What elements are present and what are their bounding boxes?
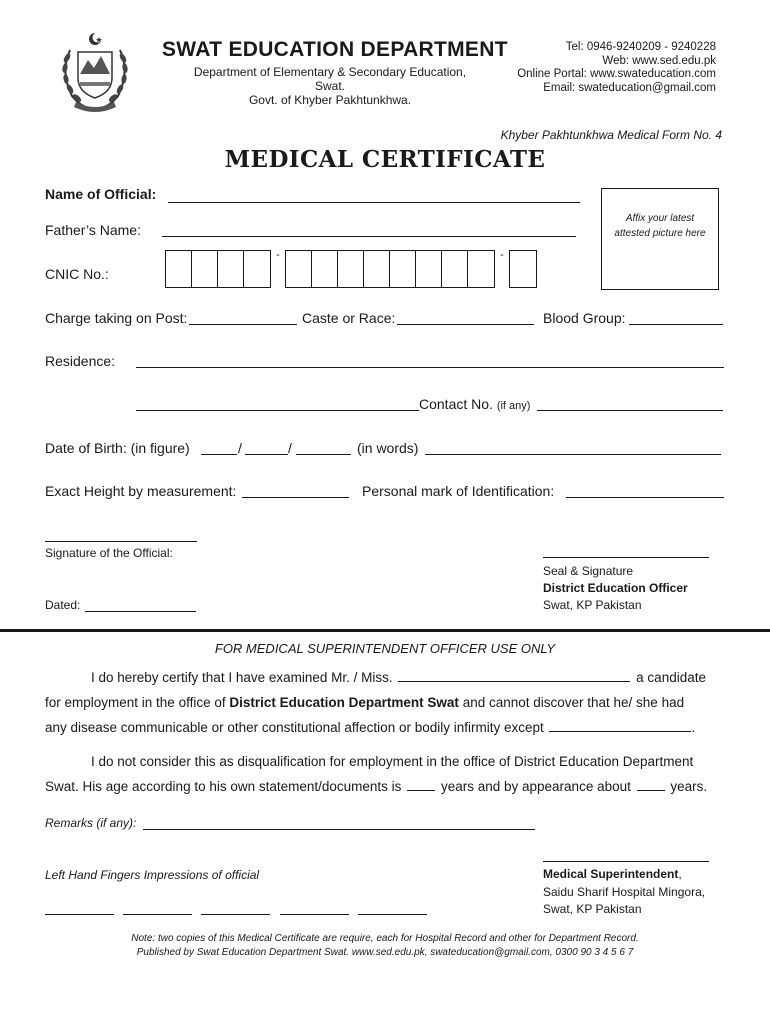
ms-place: Swat, KP Pakistan <box>543 902 642 916</box>
cnic-group-2[interactable] <box>285 250 495 288</box>
ms-paragraph-1 <box>45 665 725 740</box>
certificate-title: MEDICAL CERTIFICATE <box>224 146 546 173</box>
cnic-dash: - <box>500 249 504 261</box>
deo-place: Swat, KP Pakistan <box>543 598 642 612</box>
dob-words-label: (in words) <box>357 440 419 456</box>
footer-note <box>0 932 770 960</box>
remarks-field[interactable] <box>143 829 535 830</box>
footer-line1: Note: two copies of this Medical Certificate are require, each for Hospital Record and other for Department Record. <box>131 933 639 944</box>
fingers-impressions-label: Left Hand Fingers Impressions of official <box>45 868 260 882</box>
cnic-digit-box[interactable] <box>192 251 218 287</box>
residence-field-line2[interactable] <box>136 410 419 411</box>
section-divider <box>0 629 770 632</box>
charge-post-label: Charge taking on Post: <box>45 310 188 326</box>
age-statement-field[interactable] <box>407 777 435 791</box>
ms-p2-text-d: years. <box>670 779 708 794</box>
cnic-group-1[interactable] <box>165 250 271 288</box>
official-signature-label: Signature of the Official: <box>45 546 173 560</box>
identification-mark-label: Personal mark of Identification: <box>362 483 555 499</box>
cnic-digit-box[interactable] <box>286 251 312 287</box>
charge-post-field[interactable] <box>189 324 297 325</box>
ms-title-comma: , <box>678 867 682 881</box>
cnic-digit-box[interactable] <box>416 251 442 287</box>
cnic-digit-box[interactable] <box>312 251 338 287</box>
dated-field[interactable] <box>85 611 196 612</box>
ms-p1-bold: District Education Department Swat <box>229 695 459 710</box>
name-of-official-field[interactable] <box>168 202 580 203</box>
contact-no-field[interactable] <box>537 410 723 411</box>
residence-label: Residence: <box>45 353 116 369</box>
dob-slash: / <box>238 440 242 456</box>
cnic-digit-box[interactable] <box>364 251 390 287</box>
contact-web: Web: www.sed.edu.pk <box>602 54 716 67</box>
ms-p1-text-f: . <box>691 720 696 735</box>
fathers-name-field[interactable] <box>162 236 576 237</box>
dob-month-field[interactable] <box>245 454 288 455</box>
deo-block <box>543 563 688 614</box>
infirmity-exception-field[interactable] <box>549 718 691 732</box>
cnic-digit-box[interactable] <box>218 251 244 287</box>
dob-year-field[interactable] <box>296 454 351 455</box>
cnic-digit-box[interactable] <box>338 251 364 287</box>
department-title: SWAT EDUCATION DEPARTMENT <box>162 38 508 61</box>
ms-p1-text-a: I do hereby certify that I have examined Mr. / Miss. <box>91 670 393 685</box>
fathers-name-label: Father’s Name: <box>45 222 141 238</box>
photo-box-text <box>602 211 718 241</box>
identification-mark-field[interactable] <box>566 497 724 498</box>
footer-line2: Published by Swat Education Department Swat. www.sed.edu.pk, swateducation@gmail.com, 0300 90 3 4 5 6 7 <box>136 947 634 958</box>
height-label: Exact Height by measurement: <box>45 483 237 499</box>
ms-p1-text-c: for employment in the office of <box>45 695 226 710</box>
cnic-digit-box[interactable] <box>166 251 192 287</box>
cnic-boxes[interactable] <box>165 250 537 288</box>
form-number: Khyber Pakhtunkhwa Medical Form No. 4 <box>500 128 722 142</box>
official-signature-field[interactable] <box>45 541 197 542</box>
ms-block <box>543 866 705 919</box>
ms-p2-line1: I do not consider this as disqualification for employment in the office of District Education Department <box>91 754 694 769</box>
ms-p1-text-d: and cannot discover that he/ she had <box>462 695 685 710</box>
cnic-digit-box[interactable] <box>390 251 416 287</box>
contact-no-label <box>419 396 530 412</box>
contact-portal: Online Portal: www.swateducation.com <box>517 68 716 80</box>
residence-field-line1[interactable] <box>136 367 724 368</box>
contact-tel: Tel: 0946-9240209 - 9240228 <box>565 41 716 53</box>
candidate-name-field[interactable] <box>398 668 630 682</box>
contact-email: Email: swateducation@gmail.com <box>543 81 716 94</box>
ms-signature-field[interactable] <box>543 861 709 862</box>
finger-impression-field[interactable] <box>280 914 349 915</box>
finger-impression-field[interactable] <box>123 914 192 915</box>
ms-p2-text-b: Swat. His age according to his own statement/documents is <box>45 779 402 794</box>
ms-p2-text-c: years and by appearance about <box>440 779 631 794</box>
cnic-dash: - <box>276 249 280 261</box>
deo-seal-label: Seal & Signature <box>543 564 634 578</box>
finger-impression-field[interactable] <box>45 914 114 915</box>
department-subtitle <box>186 65 474 107</box>
ms-section-heading: FOR MEDICAL SUPERINTENDENT OFFICER USE ONLY <box>214 641 556 656</box>
finger-impression-field[interactable] <box>201 914 270 915</box>
name-of-official-label: Name of Official: <box>45 186 157 202</box>
deo-title: District Education Officer <box>543 581 688 595</box>
ms-p1-text-e: any disease communicable or other constitutional affection or bodily infirmity except <box>45 720 544 735</box>
cnic-digit-box[interactable] <box>468 251 494 287</box>
age-appearance-field[interactable] <box>637 777 665 791</box>
finger-impression-field[interactable] <box>358 914 427 915</box>
dob-slash: / <box>288 440 292 456</box>
ms-paragraph-2 <box>45 749 725 799</box>
blood-group-label: Blood Group: <box>543 310 626 326</box>
blood-group-field[interactable] <box>629 324 723 325</box>
ms-title: Medical Superintendent <box>543 867 679 881</box>
height-field[interactable] <box>242 497 349 498</box>
ms-hospital: Saidu Sharif Hospital Mingora, <box>543 884 706 899</box>
department-subtitle-line1: Department of Elementary & Secondary Education, Swat. <box>193 65 467 93</box>
cnic-digit-box[interactable] <box>442 251 468 287</box>
dob-label: Date of Birth: (in figure) <box>45 440 190 456</box>
ms-p1-text-b: a candidate <box>636 670 706 685</box>
cnic-group-3[interactable] <box>509 250 537 288</box>
contact-no-text: Contact No. <box>419 396 493 412</box>
photo-box-line2: attested picture here <box>614 228 706 239</box>
deo-signature-field[interactable] <box>543 557 709 558</box>
remarks-label: Remarks (if any): <box>45 816 137 830</box>
cnic-digit-box[interactable] <box>510 251 536 287</box>
photo-box-line1: Affix your latest <box>625 213 695 224</box>
cnic-digit-box[interactable] <box>244 251 270 287</box>
caste-label: Caste or Race: <box>302 310 396 326</box>
department-subtitle-line2: Govt. of Khyber Pakhtunkhwa. <box>248 93 412 107</box>
caste-field[interactable] <box>397 324 534 325</box>
kp-government-logo <box>56 28 134 114</box>
contact-no-note: (if any) <box>496 400 531 412</box>
dob-day-field[interactable] <box>201 454 237 455</box>
dob-words-field[interactable] <box>425 454 721 455</box>
cnic-label: CNIC No.: <box>45 266 109 282</box>
contact-info <box>517 41 716 95</box>
dated-label: Dated: <box>45 598 81 612</box>
photo-box <box>601 188 719 290</box>
